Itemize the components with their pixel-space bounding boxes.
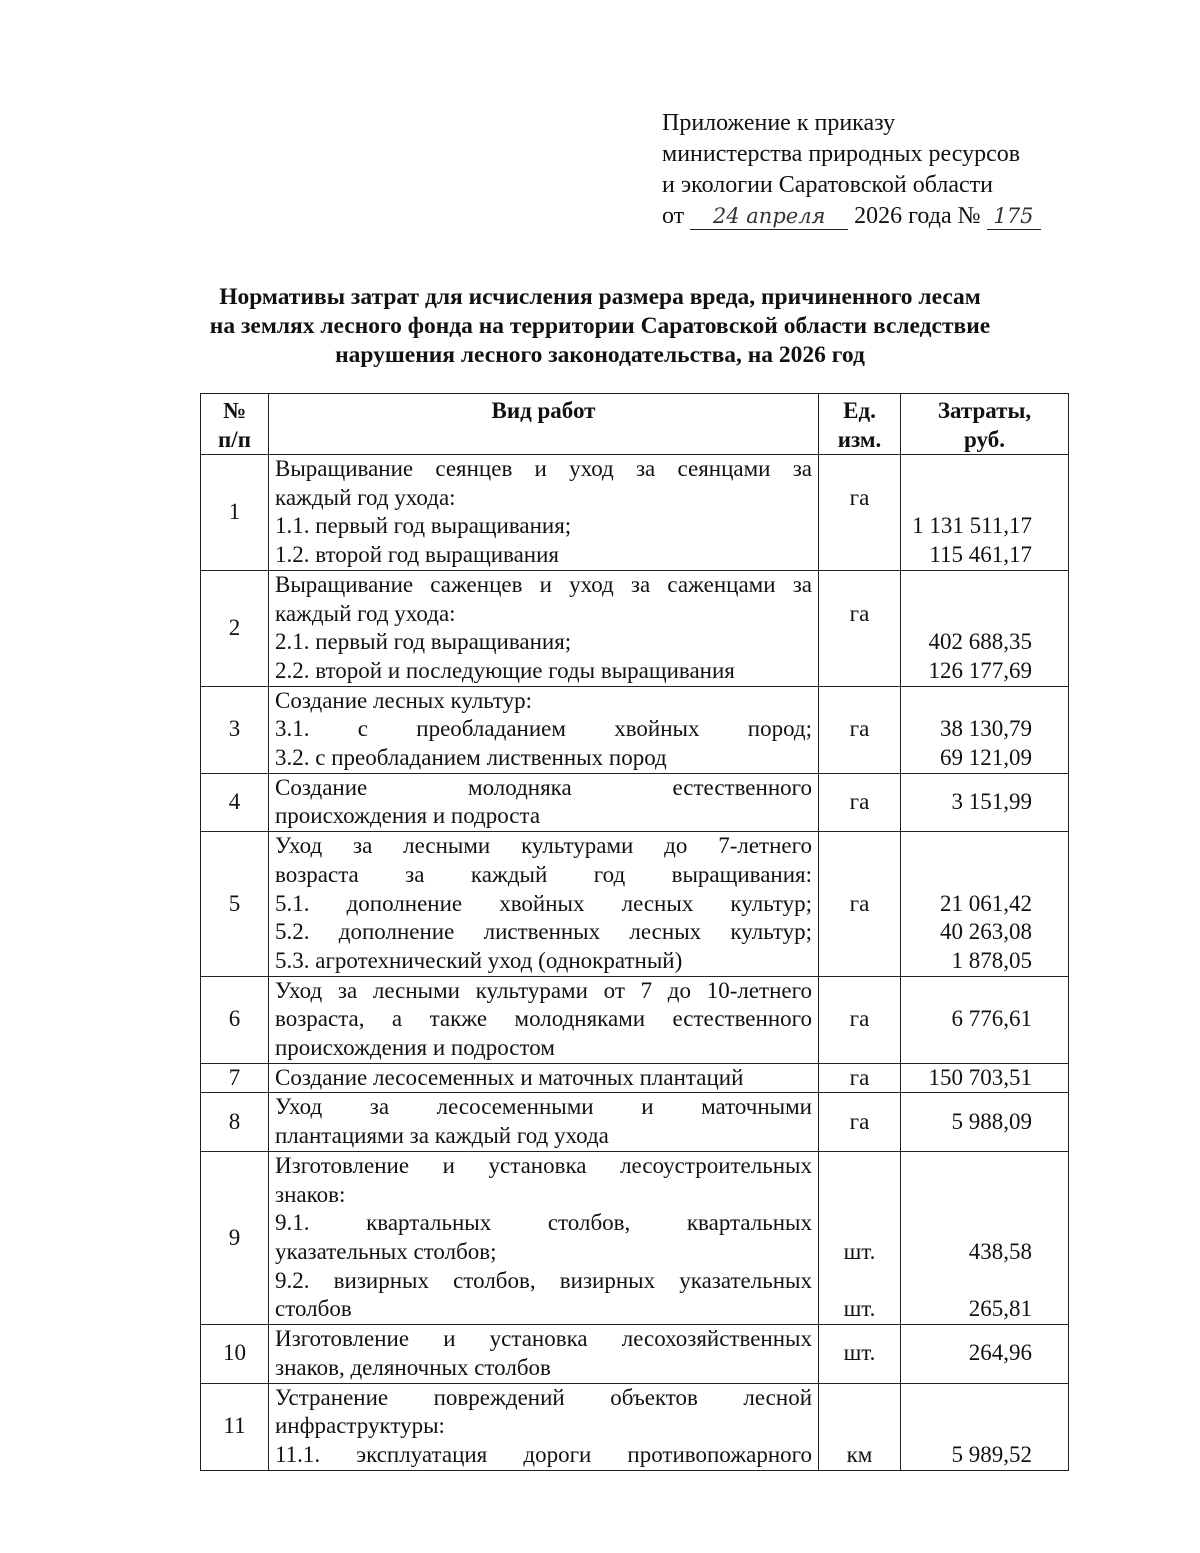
appendix-line-2: министерства природных ресурсов (662, 141, 1021, 167)
work-description (269, 773, 819, 831)
cost-spacer (901, 1412, 1032, 1441)
cost-spacer (901, 1267, 1032, 1296)
year-label: 2026 года № (854, 203, 981, 229)
cost-value: 402 688,35 (928, 629, 1032, 655)
description-line: Создание лесосеменных и маточных плантаций (275, 1064, 744, 1090)
description-line: 5.3. агротехнический уход (однократный) (275, 947, 683, 973)
row-number: 8 (201, 1093, 269, 1151)
work-description (269, 1383, 819, 1470)
cost-spacer (901, 1209, 1032, 1238)
row-number: 9 (201, 1151, 269, 1324)
unit-value: га (849, 716, 870, 742)
cost-cell (901, 1093, 1069, 1151)
row-number: 6 (201, 976, 269, 1063)
description-line: Уход за лесными культурами от 7 до 10-летнего (275, 977, 812, 1003)
cost-cell (901, 455, 1069, 571)
handwritten-order-number: 175 (987, 203, 1041, 230)
cost-value: 126 177,69 (928, 657, 1032, 683)
cost-value: 264,96 (968, 1340, 1032, 1366)
document-title (150, 283, 1050, 370)
work-description (269, 570, 819, 686)
cost-spacer (901, 687, 1032, 716)
table-row (201, 1063, 1069, 1093)
description-line: знаков, деляночных столбов (275, 1354, 551, 1380)
cost-cell (901, 1151, 1069, 1324)
unit-value: га (849, 789, 870, 815)
description-line: 2.2. второй и последующие годы выращивания (275, 657, 735, 683)
unit-value: га (849, 890, 870, 916)
cost-value: 5 988,09 (951, 1108, 1032, 1134)
unit-spacer (819, 512, 900, 541)
description-line: происхождения и подростом (275, 1035, 555, 1061)
description-line: 3.1. с преобладанием хвойных пород; (275, 716, 812, 742)
description-line: Выращивание сеянцев и уход за сеянцами за (275, 456, 812, 481)
unit-spacer (819, 1209, 900, 1238)
unit-cell (819, 1151, 901, 1324)
description-line: 1.1. первый год выращивания; (275, 513, 572, 539)
unit-cell (819, 773, 901, 831)
cost-spacer (901, 1181, 1032, 1210)
cost-spacer (901, 1152, 1032, 1181)
unit-spacer (819, 1267, 900, 1296)
unit-spacer (819, 1181, 900, 1210)
header-cost: Затраты, руб. (901, 394, 1069, 455)
cost-cell (901, 686, 1069, 773)
description-line: знаков: (275, 1181, 346, 1207)
unit-cell (819, 1063, 901, 1093)
cost-spacer (901, 832, 1032, 861)
table-header-row (201, 394, 1069, 455)
description-line: инфраструктуры: (275, 1413, 445, 1439)
cost-value: 3 151,99 (951, 789, 1032, 815)
unit-cell (819, 832, 901, 977)
description-line: Изготовление и установка лесохозяйственных (275, 1326, 812, 1352)
unit-cell (819, 976, 901, 1063)
row-number: 4 (201, 773, 269, 831)
unit-value: шт. (843, 1296, 876, 1322)
description-line: происхождения и подроста (275, 803, 541, 829)
description-line: возраста за каждый год выращивания: (275, 861, 812, 887)
unit-spacer (819, 1412, 900, 1441)
cost-spacer (901, 600, 1032, 629)
appendix-block (662, 108, 1041, 232)
cost-value: 150 703,51 (928, 1064, 1032, 1090)
cost-spacer (901, 455, 1032, 484)
work-description (269, 1093, 819, 1151)
unit-cell (819, 1383, 901, 1470)
unit-value: шт. (843, 1340, 876, 1366)
cost-value: 21 061,42 (940, 890, 1032, 916)
table-row (201, 1325, 1069, 1383)
table-body (201, 455, 1069, 1471)
unit-spacer (819, 1384, 900, 1413)
row-number: 7 (201, 1063, 269, 1093)
title-line-2: на землях лесного фонда на территории Саратовской области вследствие (209, 313, 991, 339)
cost-cell (901, 1063, 1069, 1093)
unit-value: га (849, 1108, 870, 1134)
unit-spacer (819, 744, 900, 773)
table-row (201, 455, 1069, 571)
unit-spacer (819, 861, 900, 890)
row-number: 3 (201, 686, 269, 773)
work-description (269, 455, 819, 571)
description-line: плантациями за каждый год ухода (275, 1123, 609, 1149)
description-line: каждый год ухода: (275, 484, 456, 510)
unit-value: шт. (843, 1238, 876, 1264)
cost-spacer (901, 1384, 1032, 1413)
row-number: 11 (201, 1383, 269, 1470)
table-row (201, 773, 1069, 831)
row-number: 1 (201, 455, 269, 571)
description-line: 2.1. первый год выращивания; (275, 629, 572, 655)
cost-cell (901, 570, 1069, 686)
row-number: 5 (201, 832, 269, 977)
unit-spacer (819, 947, 900, 976)
description-line: Устранение повреждений объектов лесной (275, 1384, 812, 1410)
table-row (201, 976, 1069, 1063)
table-row (201, 570, 1069, 686)
description-line: Уход за лесосеменными и маточными (275, 1094, 812, 1120)
unit-cell (819, 686, 901, 773)
unit-cell (819, 1325, 901, 1383)
unit-spacer (819, 455, 900, 484)
cost-cell (901, 976, 1069, 1063)
unit-spacer (819, 628, 900, 657)
cost-value: 40 263,08 (940, 919, 1032, 945)
appendix-line-3: и экологии Саратовской области (662, 172, 993, 198)
header-work: Вид работ (269, 394, 819, 455)
table-row (201, 1093, 1069, 1151)
unit-value: км (846, 1441, 873, 1467)
table-row (201, 1383, 1069, 1470)
cost-value: 1 878,05 (951, 947, 1032, 973)
description-line: 3.2. с преобладанием лиственных пород (275, 745, 667, 771)
unit-value: га (849, 600, 870, 626)
unit-spacer (819, 1152, 900, 1181)
description-line: Выращивание саженцев и уход за саженцами за (275, 571, 812, 597)
unit-cell (819, 1093, 901, 1151)
cost-value: 38 130,79 (940, 716, 1032, 742)
description-line: 5.1. дополнение хвойных лесных культур; (275, 890, 812, 916)
unit-spacer (819, 657, 900, 686)
cost-value: 265,81 (968, 1296, 1032, 1322)
cost-value: 69 121,09 (940, 745, 1032, 771)
unit-value: га (849, 484, 870, 510)
unit-value: га (849, 1006, 870, 1032)
norms-table (200, 393, 1069, 1471)
cost-spacer (901, 571, 1032, 600)
title-line-3: нарушения лесного законодательства, на 2026 год (335, 342, 865, 368)
appendix-date-line (662, 201, 1041, 232)
unit-spacer (819, 832, 900, 861)
cost-value: 115 461,17 (929, 542, 1032, 568)
row-number: 2 (201, 570, 269, 686)
description-line: Уход за лесными культурами до 7-летнего (275, 833, 812, 859)
unit-spacer (819, 918, 900, 947)
unit-cell (819, 455, 901, 571)
cost-value: 6 776,61 (951, 1006, 1032, 1032)
title-line-1: Нормативы затрат для исчисления размера вреда, причиненного лесам (219, 284, 981, 310)
unit-cell (819, 570, 901, 686)
unit-spacer (819, 687, 900, 716)
cost-cell (901, 832, 1069, 977)
description-line: указательных столбов; (275, 1238, 497, 1264)
unit-spacer (819, 571, 900, 600)
appendix-line-1: Приложение к приказу (662, 110, 896, 136)
description-line: каждый год ухода: (275, 600, 456, 626)
header-unit: Ед. изм. (819, 394, 901, 455)
cost-value: 438,58 (968, 1238, 1032, 1264)
table-row (201, 1151, 1069, 1324)
work-description (269, 1063, 819, 1093)
description-line: 1.2. второй год выращивания (275, 542, 559, 568)
description-line: Создание лесных культур: (275, 687, 533, 713)
work-description (269, 1151, 819, 1324)
unit-value: га (849, 1064, 870, 1090)
header-num: № п/п (201, 394, 269, 455)
cost-value: 5 989,52 (951, 1441, 1032, 1467)
table-row (201, 832, 1069, 977)
description-line: 9.1. квартальных столбов, квартальных (275, 1210, 812, 1236)
work-description (269, 686, 819, 773)
work-description (269, 832, 819, 977)
unit-spacer (819, 541, 900, 570)
cost-cell (901, 1325, 1069, 1383)
row-number: 10 (201, 1325, 269, 1383)
cost-cell (901, 1383, 1069, 1470)
cost-spacer (901, 484, 1032, 513)
cost-value: 1 131 511,17 (912, 513, 1032, 539)
handwritten-date: 24 апреля (690, 203, 848, 230)
work-description (269, 976, 819, 1063)
work-description (269, 1325, 819, 1383)
description-line: возраста, а также молодняками естественного (275, 1006, 812, 1032)
from-label: от (662, 203, 685, 229)
table-row (201, 686, 1069, 773)
description-line: 5.2. дополнение лиственных лесных культур; (275, 919, 812, 945)
description-line: 9.2. визирных столбов, визирных указательных (275, 1267, 812, 1293)
description-line: Создание молодняка естественного (275, 774, 812, 800)
description-line: Изготовление и установка лесоустроительных (275, 1152, 812, 1178)
cost-cell (901, 773, 1069, 831)
description-line: столбов (275, 1296, 352, 1322)
description-line: 11.1. эксплуатация дороги противопожарного (275, 1441, 812, 1467)
cost-spacer (901, 861, 1032, 890)
